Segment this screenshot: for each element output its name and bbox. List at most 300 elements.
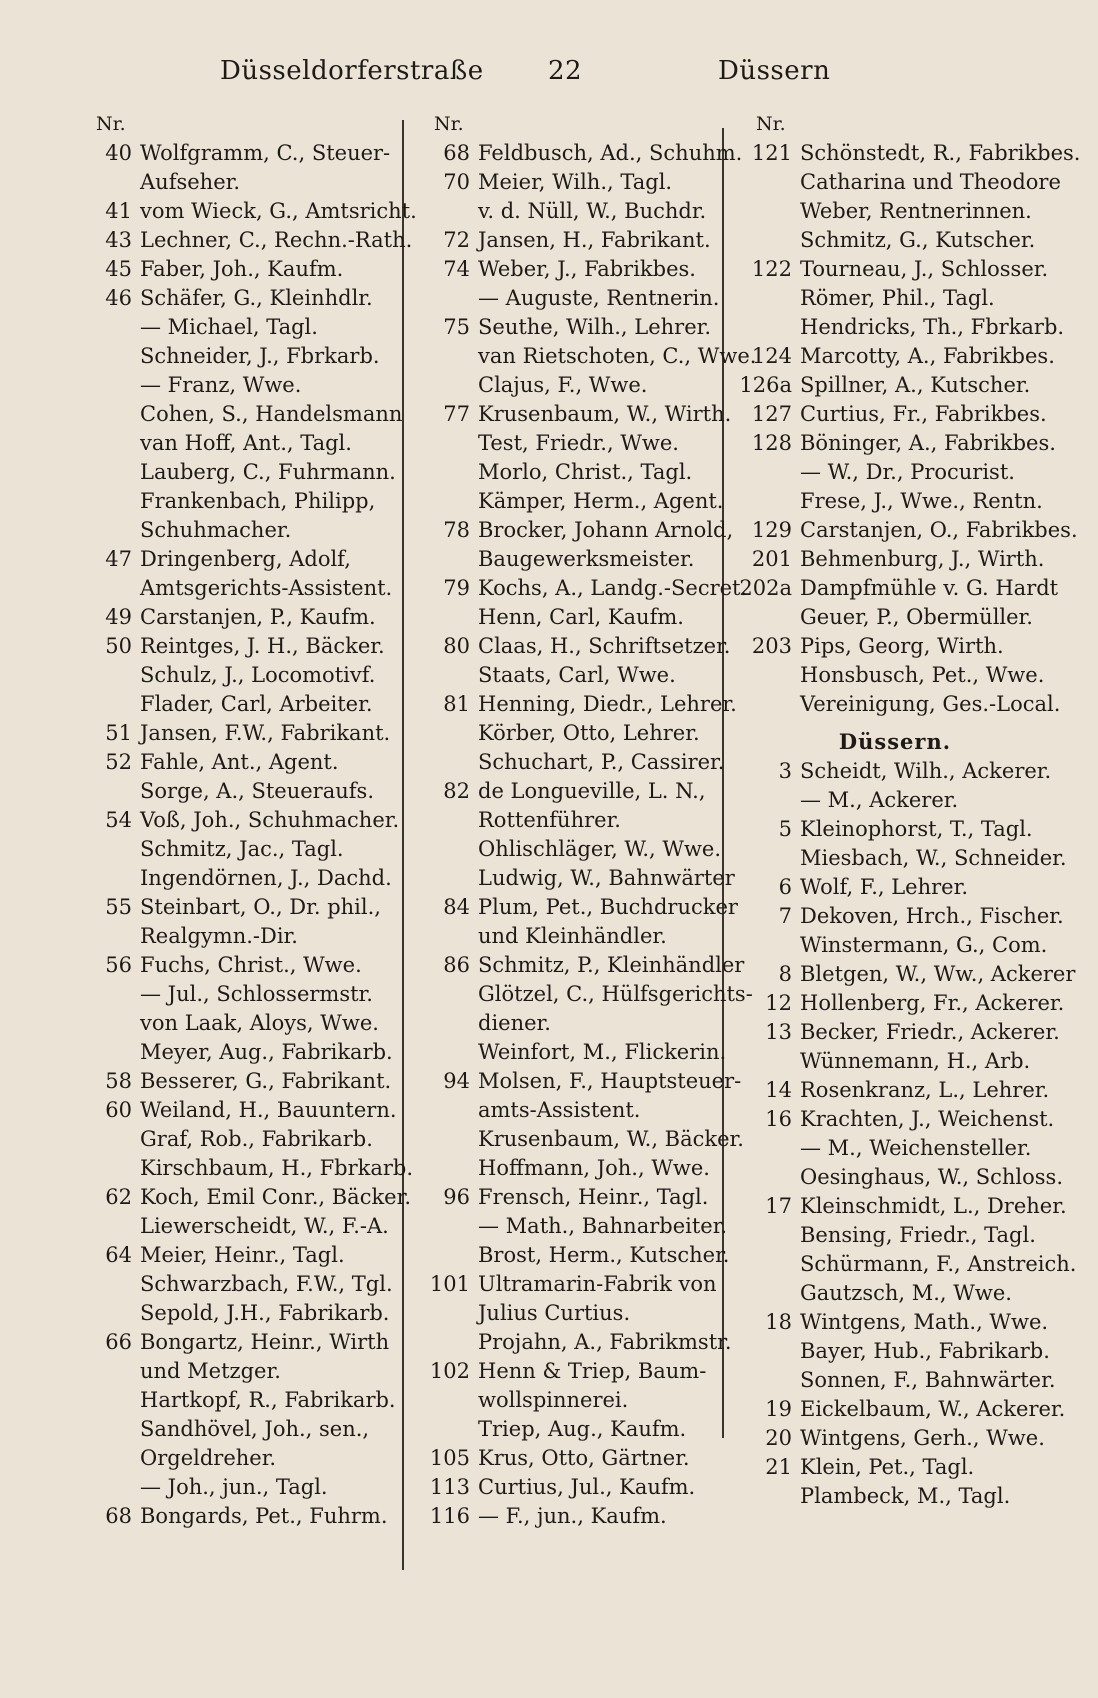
entry-row xyxy=(70,197,417,226)
house-number: 124 xyxy=(751,344,792,368)
house-number xyxy=(408,1415,478,1444)
house-number xyxy=(70,864,140,893)
resident-entry: Dampfmühle v. G. Hardt xyxy=(800,576,1059,600)
house-number: 58 xyxy=(105,1069,132,1093)
column-3 xyxy=(730,110,1081,1511)
resident-entry: Frankenbach, Philipp, xyxy=(140,489,376,513)
entry-row xyxy=(70,603,400,632)
house-number: 70 xyxy=(443,170,470,194)
entry-row xyxy=(730,516,1078,545)
resident-entry: Morlo, Christ., Tagl. xyxy=(478,460,693,484)
entry-row xyxy=(730,1337,1060,1366)
resident-entry: — Franz, Wwe. xyxy=(140,373,302,397)
house-number xyxy=(70,400,140,429)
house-number xyxy=(70,1386,140,1415)
resident-entry: Kämper, Herm., Agent. xyxy=(478,489,724,513)
resident-entry: Schuchart, P., Cassirer. xyxy=(478,750,725,774)
resident-entry: Oesinghaus, W., Schloss. xyxy=(800,1165,1064,1189)
entry-row xyxy=(730,757,1060,786)
entry-row xyxy=(408,661,721,690)
entry-row xyxy=(730,400,1060,429)
entry-row xyxy=(70,255,400,284)
resident-entry: Rosenkranz, L., Lehrer. xyxy=(800,1078,1050,1102)
entry-row xyxy=(70,1444,400,1473)
resident-entry: Weber, J., Fabrikbes. xyxy=(478,257,696,281)
resident-entry: Kirschbaum, H., Fbrkarb. xyxy=(140,1156,414,1180)
house-number: 80 xyxy=(443,634,470,658)
resident-entry: Schönstedt, R., Fabrikbes. xyxy=(800,141,1081,165)
house-number xyxy=(408,835,478,864)
entry-row xyxy=(70,1067,400,1096)
column-divider xyxy=(402,120,404,1570)
entry-row xyxy=(730,931,1060,960)
house-number xyxy=(730,1366,800,1395)
resident-entry: Koch, Emil Conr., Bäcker. xyxy=(140,1185,412,1209)
entry-row xyxy=(730,139,1081,168)
entry-row xyxy=(408,168,721,197)
entry-row xyxy=(70,1183,412,1212)
house-number xyxy=(70,1212,140,1241)
house-number: 78 xyxy=(443,518,470,542)
resident-entry: — Math., Bahnarbeiter. xyxy=(478,1214,728,1238)
house-number: 74 xyxy=(443,257,470,281)
resident-entry: van Rietschoten, C., Wwe. xyxy=(478,344,757,368)
house-number: 8 xyxy=(778,962,792,986)
house-number xyxy=(408,864,478,893)
entry-row xyxy=(730,1163,1064,1192)
entry-row xyxy=(730,1366,1060,1395)
house-number: 56 xyxy=(105,953,132,977)
resident-entry: Behmenburg, J., Wirth. xyxy=(800,547,1045,571)
entry-row xyxy=(70,226,413,255)
entry-row xyxy=(408,922,721,951)
entry-row xyxy=(70,139,400,168)
house-number: 5 xyxy=(778,817,792,841)
resident-entry: Lechner, C., Rechn.-Rath. xyxy=(140,228,413,252)
entry-row xyxy=(70,951,400,980)
house-number: 127 xyxy=(751,402,792,426)
resident-entry: Liewerscheidt, W., F.-A. xyxy=(140,1214,389,1238)
resident-entry: Wünnemann, H., Arb. xyxy=(800,1049,1031,1073)
entry-row xyxy=(70,777,400,806)
house-number xyxy=(70,574,140,603)
entry-row xyxy=(408,1067,742,1096)
entry-row xyxy=(730,1453,1060,1482)
entry-row xyxy=(70,516,400,545)
resident-entry: Böninger, A., Fabrikbes. xyxy=(800,431,1056,455)
entry-row xyxy=(70,690,400,719)
resident-entry: Projahn, A., Fabrikmstr. xyxy=(478,1330,732,1354)
entry-row xyxy=(730,1105,1060,1134)
house-number xyxy=(70,458,140,487)
entry-row xyxy=(730,284,1060,313)
entry-row xyxy=(70,980,400,1009)
entry-row xyxy=(70,429,400,458)
resident-entry: Sepold, J.H., Fabrikarb. xyxy=(140,1301,390,1325)
resident-entry: Hartkopf, R., Fabrikarb. xyxy=(140,1388,396,1412)
house-number: 72 xyxy=(443,228,470,252)
resident-entry: Frensch, Heinr., Tagl. xyxy=(478,1185,709,1209)
resident-entry: Honsbusch, Pet., Wwe. xyxy=(800,663,1045,687)
resident-entry: Schmitz, Jac., Tagl. xyxy=(140,837,344,861)
house-number xyxy=(730,786,800,815)
house-number: 116 xyxy=(429,1504,470,1528)
entry-row xyxy=(408,835,721,864)
entry-row xyxy=(408,777,721,806)
resident-entry: Hendricks, Th., Fbrkarb. xyxy=(800,315,1065,339)
resident-entry: Cohen, S., Handelsmann xyxy=(140,402,403,426)
house-number xyxy=(408,1299,478,1328)
resident-entry: Plambeck, M., Tagl. xyxy=(800,1484,1011,1508)
house-number xyxy=(408,545,478,574)
entry-row xyxy=(730,661,1060,690)
house-number: 7 xyxy=(778,904,792,928)
entry-row xyxy=(408,1038,727,1067)
resident-entry: — W., Dr., Procurist. xyxy=(800,460,1015,484)
resident-entry: Bongartz, Heinr., Wirth xyxy=(140,1330,390,1354)
resident-entry: Test, Friedr., Wwe. xyxy=(478,431,679,455)
house-number xyxy=(408,1154,478,1183)
house-number xyxy=(408,922,478,951)
house-number xyxy=(408,748,478,777)
entry-row xyxy=(70,313,400,342)
entry-row xyxy=(408,980,753,1009)
house-number: 50 xyxy=(105,634,132,658)
resident-entry: Weinfort, M., Flickerin. xyxy=(478,1040,727,1064)
house-number xyxy=(408,487,478,516)
resident-entry: Schulz, J., Locomotivf. xyxy=(140,663,376,687)
resident-entry: diener. xyxy=(478,1011,551,1035)
house-number: 77 xyxy=(443,402,470,426)
entry-row xyxy=(70,574,400,603)
entry-row xyxy=(408,1328,732,1357)
resident-entry: Frese, J., Wwe., Rentn. xyxy=(800,489,1043,513)
entry-row xyxy=(730,1308,1060,1337)
house-number: 51 xyxy=(105,721,132,745)
entry-row xyxy=(408,1444,721,1473)
house-number: 86 xyxy=(443,953,470,977)
house-number xyxy=(408,458,478,487)
house-number: 202a xyxy=(739,576,792,600)
house-number xyxy=(730,1163,800,1192)
resident-entry: Schmitz, G., Kutscher. xyxy=(800,228,1036,252)
entry-row xyxy=(408,400,732,429)
house-number xyxy=(408,661,478,690)
house-number xyxy=(70,1154,140,1183)
house-number xyxy=(408,719,478,748)
nr-label: Nr. xyxy=(96,113,126,135)
resident-entry: Schwarzbach, F.W., Tgl. xyxy=(140,1272,393,1296)
resident-entry: Steinbart, O., Dr. phil., xyxy=(140,895,381,919)
resident-entry: Dekoven, Hrch., Fischer. xyxy=(800,904,1064,928)
resident-entry: Spillner, A., Kutscher. xyxy=(800,373,1031,397)
entry-row xyxy=(70,719,400,748)
district-heading: Düssern xyxy=(718,56,831,86)
resident-entry: Becker, Friedr., Ackerer. xyxy=(800,1020,1060,1044)
resident-entry: Baugewerksmeister. xyxy=(478,547,695,571)
entry-row xyxy=(730,168,1060,197)
entry-row xyxy=(730,371,1060,400)
resident-entry: Weber, Rentnerinnen. xyxy=(800,199,1032,223)
resident-entry: Molsen, F., Hauptsteuer- xyxy=(478,1069,742,1093)
resident-entry: Geuer, P., Obermüller. xyxy=(800,605,1033,629)
entry-row xyxy=(70,632,400,661)
entry-row xyxy=(730,1047,1060,1076)
house-number xyxy=(70,371,140,400)
entry-row xyxy=(408,1241,730,1270)
resident-entry: Amtsgerichts-Assistent. xyxy=(140,576,393,600)
resident-entry: vom Wieck, G., Amtsricht. xyxy=(140,199,417,223)
house-number xyxy=(70,429,140,458)
resident-entry: Tourneau, J., Schlosser. xyxy=(800,257,1049,281)
resident-entry: Carstanjen, P., Kaufm. xyxy=(140,605,376,629)
entry-row xyxy=(408,1096,721,1125)
house-number: 47 xyxy=(105,547,132,571)
house-number xyxy=(408,806,478,835)
house-number: 54 xyxy=(105,808,132,832)
entry-row xyxy=(730,1250,1077,1279)
house-number: 84 xyxy=(443,895,470,919)
resident-entry: Henn, Carl, Kaufm. xyxy=(478,605,684,629)
resident-entry: Dringenberg, Adolf, xyxy=(140,547,351,571)
entry-row xyxy=(730,844,1067,873)
resident-entry: Winstermann, G., Com. xyxy=(800,933,1048,957)
resident-entry: — Michael, Tagl. xyxy=(140,315,318,339)
resident-entry: Weiland, H., Bauuntern. xyxy=(140,1098,397,1122)
entry-row xyxy=(730,545,1060,574)
entry-row xyxy=(730,342,1060,371)
entry-row xyxy=(70,1154,414,1183)
resident-entry: Miesbach, W., Schneider. xyxy=(800,846,1067,870)
entry-row xyxy=(730,1395,1066,1424)
resident-entry: Seuthe, Wilh., Lehrer. xyxy=(478,315,712,339)
house-number: 55 xyxy=(105,895,132,919)
house-number xyxy=(730,1134,800,1163)
entry-row xyxy=(408,313,721,342)
nr-label: Nr. xyxy=(434,113,464,135)
entry-row xyxy=(70,458,400,487)
house-number xyxy=(730,487,800,516)
resident-entry: Krus, Otto, Gärtner. xyxy=(478,1446,690,1470)
entry-row xyxy=(730,1018,1060,1047)
entry-row xyxy=(408,719,721,748)
house-number xyxy=(408,1009,478,1038)
entry-row xyxy=(730,960,1076,989)
entry-row xyxy=(408,1154,721,1183)
entry-row xyxy=(730,255,1060,284)
house-number xyxy=(730,661,800,690)
nr-label: Nr. xyxy=(756,113,786,135)
house-number: 79 xyxy=(443,576,470,600)
entry-row xyxy=(70,400,403,429)
entry-row xyxy=(730,458,1060,487)
resident-entry: Marcotty, A., Fabrikbes. xyxy=(800,344,1055,368)
entry-row xyxy=(70,806,400,835)
house-number: 82 xyxy=(443,779,470,803)
house-number xyxy=(408,1241,478,1270)
house-number xyxy=(408,603,478,632)
resident-entry: Ludwig, W., Bahnwärter xyxy=(478,866,735,890)
house-number xyxy=(730,226,800,255)
entry-row xyxy=(70,1009,400,1038)
house-number xyxy=(408,1386,478,1415)
house-number: 49 xyxy=(105,605,132,629)
resident-entry: Aufseher. xyxy=(140,170,241,194)
house-number: 94 xyxy=(443,1069,470,1093)
entry-row xyxy=(408,893,738,922)
resident-entry: Bongards, Pet., Fuhrm. xyxy=(140,1504,388,1528)
house-number xyxy=(70,1473,140,1502)
resident-entry: amts-Assistent. xyxy=(478,1098,641,1122)
house-number: 46 xyxy=(105,286,132,310)
resident-entry: Orgeldreher. xyxy=(140,1446,277,1470)
house-number xyxy=(730,1279,800,1308)
entry-row xyxy=(70,922,400,951)
house-number: 121 xyxy=(751,141,792,165)
house-number: 102 xyxy=(429,1359,470,1383)
entry-row xyxy=(408,1415,721,1444)
house-number xyxy=(730,284,800,313)
entry-row xyxy=(730,902,1064,931)
house-number: 60 xyxy=(105,1098,132,1122)
resident-entry: Brost, Herm., Kutscher. xyxy=(478,1243,730,1267)
house-number xyxy=(70,1357,140,1386)
entry-row xyxy=(408,1386,721,1415)
entry-row xyxy=(408,1502,721,1531)
resident-entry: Körber, Otto, Lehrer. xyxy=(478,721,700,745)
resident-entry: Ingendörnen, J., Dachd. xyxy=(140,866,392,890)
house-number xyxy=(730,458,800,487)
entry-row xyxy=(730,786,1060,815)
house-number: 64 xyxy=(105,1243,132,1267)
resident-entry: Sorge, A., Steueraufs. xyxy=(140,779,374,803)
entry-row xyxy=(70,1357,400,1386)
house-number xyxy=(408,1212,478,1241)
resident-entry: von Laak, Aloys, Wwe. xyxy=(140,1011,379,1035)
house-number xyxy=(408,1328,478,1357)
house-number: 126a xyxy=(739,373,792,397)
resident-entry: Hollenberg, Fr., Ackerer. xyxy=(800,991,1065,1015)
resident-entry: Plum, Pet., Buchdrucker xyxy=(478,895,738,919)
house-number: 43 xyxy=(105,228,132,252)
section-title: Düssern. xyxy=(838,729,952,754)
house-number: 81 xyxy=(443,692,470,716)
entry-row xyxy=(70,661,400,690)
resident-entry: Kochs, A., Landg.-Secret. xyxy=(478,576,748,600)
entry-row xyxy=(70,1038,400,1067)
entry-row xyxy=(408,284,721,313)
house-number: 75 xyxy=(443,315,470,339)
resident-entry: Jansen, H., Fabrikant. xyxy=(478,228,711,252)
resident-entry: Eickelbaum, W., Ackerer. xyxy=(800,1397,1066,1421)
resident-entry: Triep, Aug., Kaufm. xyxy=(478,1417,687,1441)
column-2 xyxy=(408,110,757,1531)
entry-row xyxy=(730,1192,1067,1221)
house-number: 122 xyxy=(751,257,792,281)
entry-row xyxy=(408,139,743,168)
entry-row xyxy=(408,864,735,893)
house-number xyxy=(408,284,478,313)
house-number: 16 xyxy=(765,1107,792,1131)
resident-entry: Curtius, Jul., Kaufm. xyxy=(478,1475,696,1499)
resident-entry: — M., Weichensteller. xyxy=(800,1136,1032,1160)
entry-row xyxy=(408,371,721,400)
entry-row xyxy=(70,1386,400,1415)
resident-entry: van Hoff, Ant., Tagl. xyxy=(140,431,352,455)
house-number xyxy=(408,980,478,1009)
resident-entry: Bensing, Friedr., Tagl. xyxy=(800,1223,1036,1247)
entry-row xyxy=(730,1279,1060,1308)
entry-row xyxy=(408,429,721,458)
house-number xyxy=(408,371,478,400)
house-number: 128 xyxy=(751,431,792,455)
entry-row xyxy=(408,1009,721,1038)
resident-entry: Meier, Wilh., Tagl. xyxy=(478,170,673,194)
house-number xyxy=(408,1125,478,1154)
street-heading: Düsseldorferstraße xyxy=(220,56,484,86)
entry-row xyxy=(70,487,400,516)
house-number: 3 xyxy=(778,759,792,783)
resident-entry: Römer, Phil., Tagl. xyxy=(800,286,995,310)
entry-row xyxy=(730,1221,1060,1250)
entry-row xyxy=(408,603,721,632)
house-number xyxy=(70,1270,140,1299)
house-number xyxy=(70,777,140,806)
house-number xyxy=(730,603,800,632)
entry-row xyxy=(730,690,1060,719)
house-number: 45 xyxy=(105,257,132,281)
resident-entry: Meyer, Aug., Fabrikarb. xyxy=(140,1040,393,1064)
resident-entry: Reintges, J. H., Bäcker. xyxy=(140,634,385,658)
house-number xyxy=(730,1250,800,1279)
house-number xyxy=(70,835,140,864)
entry-row xyxy=(730,1076,1060,1105)
house-number: 68 xyxy=(105,1504,132,1528)
entry-row xyxy=(730,574,1060,603)
resident-entry: Besserer, G., Fabrikant. xyxy=(140,1069,392,1093)
house-number: 96 xyxy=(443,1185,470,1209)
house-number xyxy=(730,1221,800,1250)
house-number xyxy=(408,1038,478,1067)
resident-entry: Realgymn.-Dir. xyxy=(140,924,298,948)
house-number xyxy=(730,168,800,197)
column-1 xyxy=(70,110,417,1531)
resident-entry: Schneider, J., Fbrkarb. xyxy=(140,344,380,368)
house-number: 62 xyxy=(105,1185,132,1209)
resident-entry: de Longueville, L. N., xyxy=(478,779,706,803)
resident-entry: Meier, Heinr., Tagl. xyxy=(140,1243,345,1267)
house-number: 6 xyxy=(778,875,792,899)
resident-entry: Schäfer, G., Kleinhdlr. xyxy=(140,286,373,310)
entry-row xyxy=(408,632,731,661)
house-number: 21 xyxy=(765,1455,792,1479)
entry-row xyxy=(408,1212,728,1241)
resident-entry: Feldbusch, Ad., Schuhm. xyxy=(478,141,743,165)
resident-entry: Bletgen, W., Ww., Ackerer xyxy=(800,962,1076,986)
resident-entry: Schuhmacher. xyxy=(140,518,292,542)
resident-entry: Staats, Carl, Wwe. xyxy=(478,663,676,687)
resident-entry: Julius Curtius. xyxy=(478,1301,631,1325)
page-number: 22 xyxy=(548,56,583,86)
house-number xyxy=(70,922,140,951)
house-number: 40 xyxy=(105,141,132,165)
entry-row xyxy=(730,429,1060,458)
entry-row xyxy=(730,603,1060,632)
house-number xyxy=(730,690,800,719)
resident-entry: Brocker, Johann Arnold, xyxy=(478,518,734,542)
entry-row xyxy=(730,197,1060,226)
resident-entry: Clajus, F., Wwe. xyxy=(478,373,648,397)
